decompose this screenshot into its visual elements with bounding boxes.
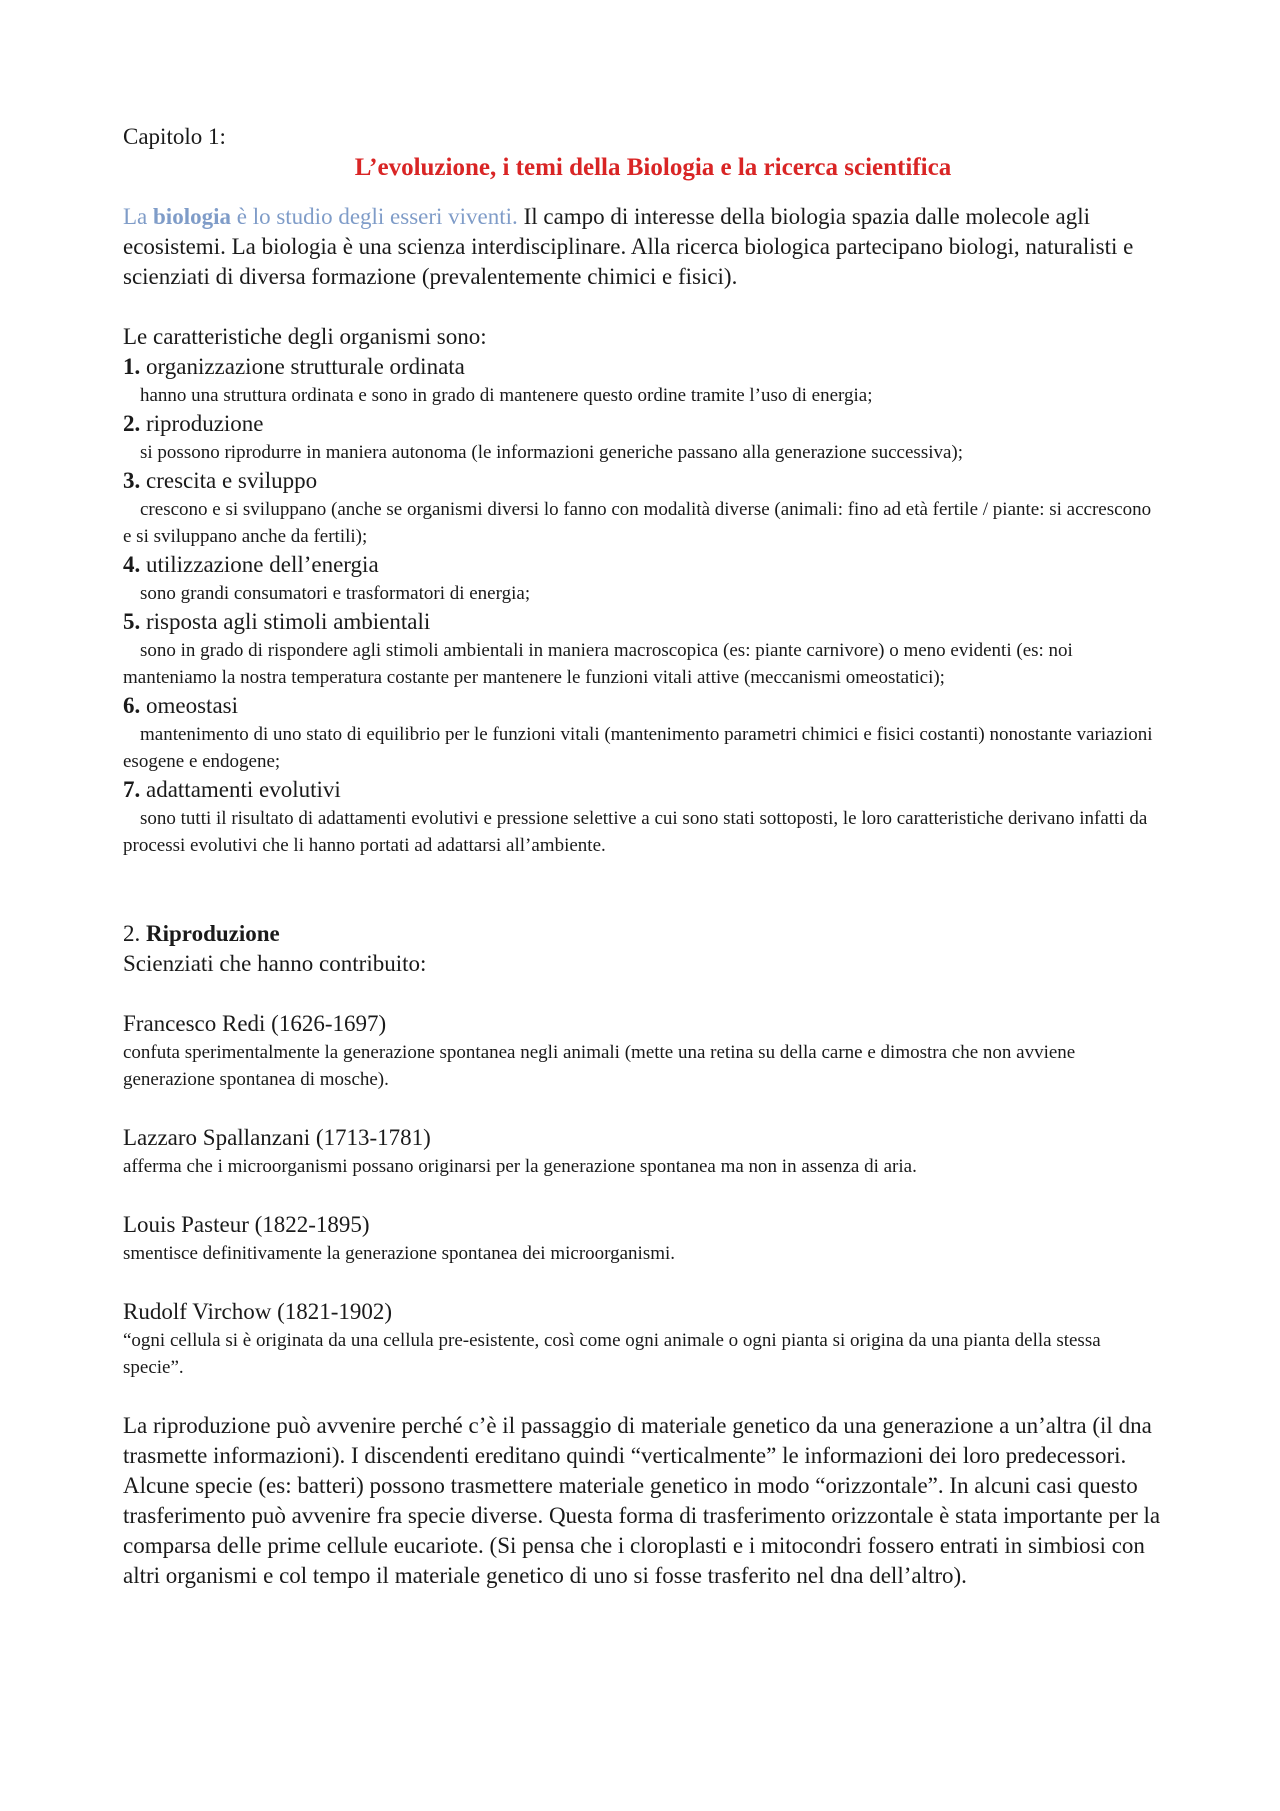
- characteristic-item: [123, 691, 1163, 775]
- characteristic-description: crescono e si sviluppano (anche se organismi diversi lo fanno con modalità diverse (animali: fino ad età fertile / piante: si accrescono e si sviluppano anche da fertili);: [123, 499, 1152, 547]
- characteristic-description: sono in grado di rispondere agli stimoli ambientali in maniera macroscopica (es: piante carnivore) o meno evidenti (es: noi manteniamo la nostra temperatura costante per mantenere le funzioni vitali attive (meccanismi omeostatici);: [123, 640, 1073, 688]
- characteristic-title: utilizzazione dell’energia: [140, 552, 379, 577]
- characteristic-item: [123, 352, 1163, 409]
- scientist-entry: [123, 1009, 1163, 1093]
- characteristic-heading: [123, 466, 1163, 496]
- characteristic-item: [123, 550, 1163, 607]
- intro-prefix: La: [123, 204, 154, 229]
- characteristic-description: sono grandi consumatori e trasformatori di energia;: [140, 583, 531, 604]
- characteristic-title: omeostasi: [140, 693, 238, 718]
- intro-rest: Il campo di interesse della biologia spazia dalle molecole agli ecosistemi. La biologia è una scienza interdisciplinare. Alla ricerca biologica partecipano biologi, naturalisti e scienziati di diversa formazione (prevalentemente chimici e fisici).: [123, 204, 1134, 289]
- characteristic-item: [123, 775, 1163, 859]
- scientist-name: Lazzaro Spallanzani (1713-1781): [123, 1125, 431, 1150]
- scientist-description: afferma che i microorganismi possano originarsi per la generazione spontanea ma non in assenza di aria.: [123, 1156, 917, 1177]
- characteristic-description: sono tutti il risultato di adattamenti evolutivi e pressione selettive a cui sono stati sottoposti, le loro caratteristiche derivano infatti da processi evolutivi che li hanno portati ad adattarsi all’ambiente.: [123, 808, 1148, 856]
- characteristic-item: [123, 409, 1163, 466]
- section-heading: [123, 919, 1163, 949]
- characteristic-heading: [123, 550, 1163, 580]
- characteristic-description: hanno una struttura ordinata e sono in grado di mantenere questo ordine tramite l’uso di energia;: [140, 385, 873, 406]
- characteristics-block: [123, 322, 1163, 859]
- characteristic-number: 5.: [123, 609, 141, 634]
- characteristic-heading: [123, 409, 1163, 439]
- characteristic-number: 6.: [123, 693, 141, 718]
- characteristic-number: 2.: [123, 411, 141, 436]
- scientist-description: smentisce definitivamente la generazione spontanea dei microorganismi.: [123, 1243, 676, 1264]
- characteristic-heading: [123, 691, 1163, 721]
- scientist-name: Rudolf Virchow (1821-1902): [123, 1299, 393, 1324]
- characteristics-intro: Le caratteristiche degli organismi sono:: [123, 324, 487, 349]
- characteristic-title: organizzazione strutturale ordinata: [140, 354, 465, 379]
- scientist-description: “ogni cellula si è originata da una cellula pre-esistente, così come ogni animale o ogni pianta si origina da una pianta della stessa specie”.: [123, 1330, 1101, 1378]
- chapter-label: Capitolo 1:: [123, 124, 226, 149]
- section-number: 2.: [123, 921, 146, 946]
- characteristic-title: riproduzione: [140, 411, 264, 436]
- intro-highlight: è lo studio degli esseri viventi.: [230, 204, 518, 229]
- reproduction-paragraph: Alcune specie (es: batteri) possono trasmettere materiale genetico in modo “orizzontale”. In alcuni casi questo trasferimento può avvenire fra specie diverse. Questa forma di trasferimento orizzontale è stata importante per la comparsa delle prime cellule eucariote. (Si pensa che i cloroplasti e i mitocondri fossero entrati in simbiosi con altri organismi e col tempo il materiale genetico di uno si fosse trasferito nel dna dell’altro).: [123, 1473, 1161, 1588]
- characteristic-title: adattamenti evolutivi: [140, 777, 341, 802]
- document-content: [123, 122, 1163, 1591]
- scientist-name: Louis Pasteur (1822-1895): [123, 1212, 370, 1237]
- characteristic-heading: [123, 607, 1163, 637]
- intro-paragraph: [123, 202, 1163, 292]
- characteristic-number: 4.: [123, 552, 141, 577]
- characteristic-title: risposta agli stimoli ambientali: [140, 609, 431, 634]
- section-subtitle: Scienziati che hanno contribuito:: [123, 951, 427, 976]
- chapter-title: L’evoluzione, i temi della Biologia e la ricerca scientifica: [354, 154, 952, 181]
- characteristic-number: 7.: [123, 777, 141, 802]
- characteristic-heading: [123, 775, 1163, 805]
- characteristic-description: mantenimento di uno stato di equilibrio per le funzioni vitali (mantenimento parametri chimici e fisici costanti) nonostante variazioni esogene e endogene;: [123, 724, 1153, 772]
- characteristic-number: 1.: [123, 354, 141, 379]
- characteristic-item: [123, 466, 1163, 550]
- characteristic-item: [123, 607, 1163, 691]
- characteristic-title: crescita e sviluppo: [140, 468, 318, 493]
- characteristic-number: 3.: [123, 468, 141, 493]
- section-title: Riproduzione: [146, 921, 280, 946]
- scientist-entry: [123, 1297, 1163, 1381]
- section-reproduction: [123, 919, 1163, 1591]
- reproduction-paragraph: La riproduzione può avvenire perché c’è il passaggio di materiale genetico da una generazione a un’altra (il dna trasmette informazioni). I discendenti ereditano quindi “verticalmente” le informazioni dei loro predecessori.: [123, 1413, 1152, 1468]
- scientist-name: Francesco Redi (1626-1697): [123, 1011, 387, 1036]
- characteristic-description: si possono riprodurre in maniera autonoma (le informazioni generiche passano alla generazione successiva);: [140, 442, 964, 463]
- characteristic-heading: [123, 352, 1163, 382]
- intro-keyword: biologia: [153, 204, 231, 229]
- scientist-description: confuta sperimentalmente la generazione spontanea negli animali (mette una retina su della carne e dimostra che non avviene generazione spontanea di mosche).: [123, 1042, 1076, 1090]
- scientist-entry: [123, 1210, 1163, 1267]
- scientist-entry: [123, 1123, 1163, 1180]
